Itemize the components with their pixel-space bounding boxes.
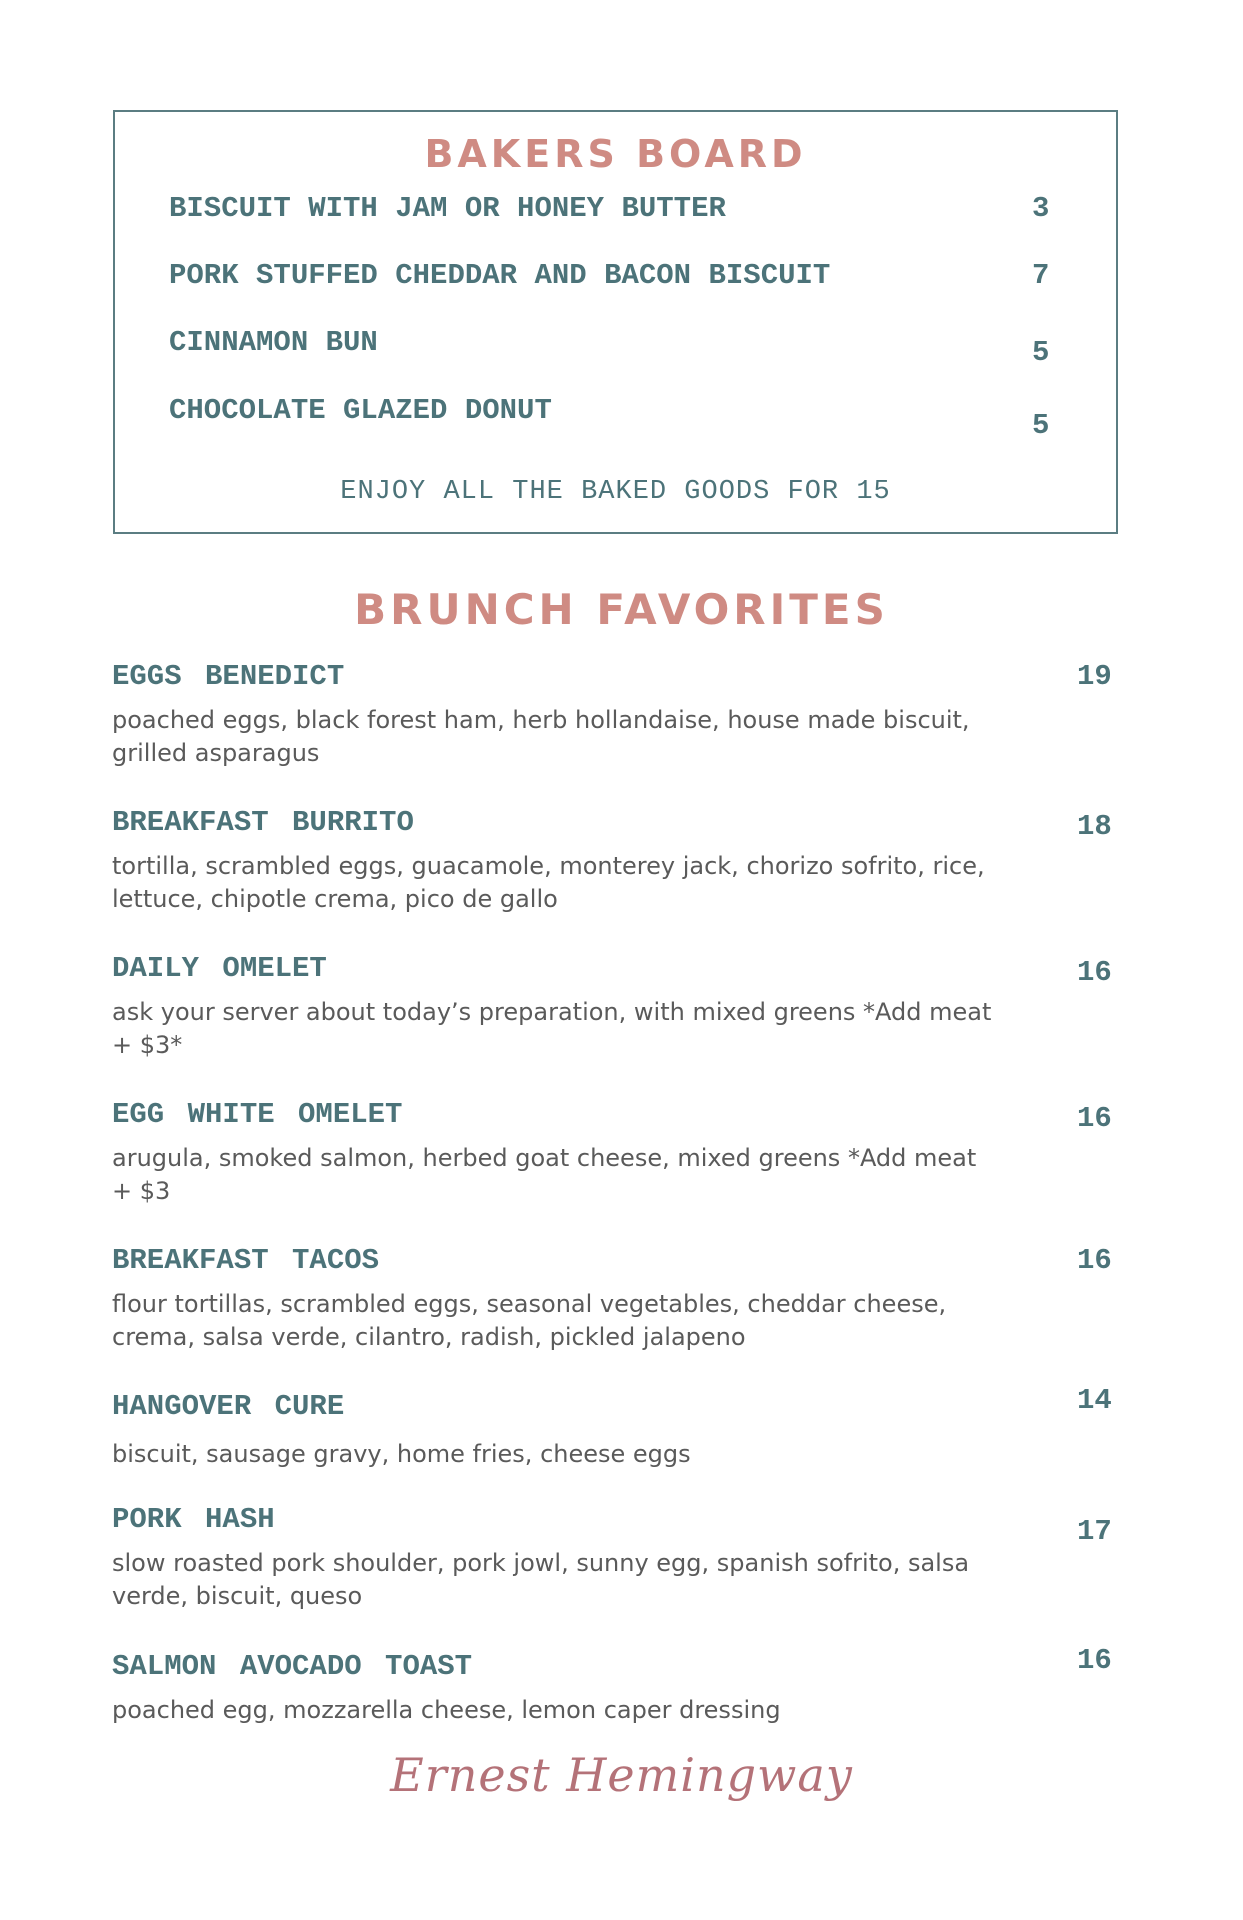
bakers-board-box xyxy=(113,110,1118,534)
menu-item-name: EGG WHITE OMELET xyxy=(112,1098,403,1131)
bakers-board-note: ENJOY ALL THE BAKED GOODS FOR 15 xyxy=(340,477,891,507)
brunch-favorites-title: BRUNCH FAVORITES xyxy=(354,585,889,634)
menu-item-price: 14 xyxy=(1077,1384,1112,1417)
baker-item-price: 5 xyxy=(1032,336,1050,369)
signature-logo: Ernest Hemingway xyxy=(390,1748,853,1802)
menu-item-name: BREAKFAST TACOS xyxy=(112,1244,380,1277)
menu-item-price: 16 xyxy=(1077,1244,1112,1277)
menu-item-name: DAILY OMELET xyxy=(112,952,327,985)
menu-item-name: SALMON AVOCADO TOAST xyxy=(112,1650,473,1683)
baker-item-price: 7 xyxy=(1032,259,1050,292)
menu-item-description: flour tortillas, scrambled eggs, seasonal vegetables, cheddar cheese, crema, salsa verde, cilantro, radish, pickled jalapeno xyxy=(112,1290,947,1351)
baker-item-name: PORK STUFFED CHEDDAR AND BACON BISCUIT xyxy=(169,259,831,292)
baker-item-name: BISCUIT WITH JAM OR HONEY BUTTER xyxy=(169,192,726,225)
menu-item-name: PORK HASH xyxy=(112,1503,275,1536)
menu-item-description: poached egg, mozzarella cheese, lemon caper dressing xyxy=(112,1696,781,1724)
menu-item-name: HANGOVER CURE xyxy=(112,1390,345,1423)
baker-item-name: CHOCOLATE GLAZED DONUT xyxy=(169,394,552,427)
menu-item-description: tortilla, scrambled eggs, guacamole, monterey jack, chorizo sofrito, rice, lettuce, chipotle crema, pico de gallo xyxy=(112,852,985,913)
menu-item-description: slow roasted pork shoulder, pork jowl, sunny egg, spanish sofrito, salsa verde, biscuit, queso xyxy=(112,1549,970,1610)
menu-item-price: 18 xyxy=(1077,810,1112,843)
menu-item-description: poached eggs, black forest ham, herb hollandaise, house made biscuit, grilled asparagus xyxy=(112,706,970,767)
menu-item-price: 19 xyxy=(1077,660,1112,693)
menu-item-name: BREAKFAST BURRITO xyxy=(112,806,414,839)
menu-item-price: 16 xyxy=(1077,1102,1112,1135)
menu-item-description: biscuit, sausage gravy, home fries, cheese eggs xyxy=(112,1440,691,1468)
menu-item-price: 16 xyxy=(1077,1644,1112,1677)
menu-item-price: 17 xyxy=(1077,1515,1112,1548)
menu-item-description: ask your server about today’s preparation, with mixed greens *Add meat + $3* xyxy=(112,998,992,1059)
menu-item-description: arugula, smoked salmon, herbed goat cheese, mixed greens *Add meat + $3 xyxy=(112,1144,977,1205)
baker-item-price: 3 xyxy=(1032,192,1050,225)
bakers-board-title: BAKERS BOARD xyxy=(424,132,807,176)
menu-item-name: EGGS BENEDICT xyxy=(112,660,345,693)
baker-item-name: CINNAMON BUN xyxy=(169,326,378,359)
menu-item-price: 16 xyxy=(1077,956,1112,989)
baker-item-price: 5 xyxy=(1032,409,1050,442)
